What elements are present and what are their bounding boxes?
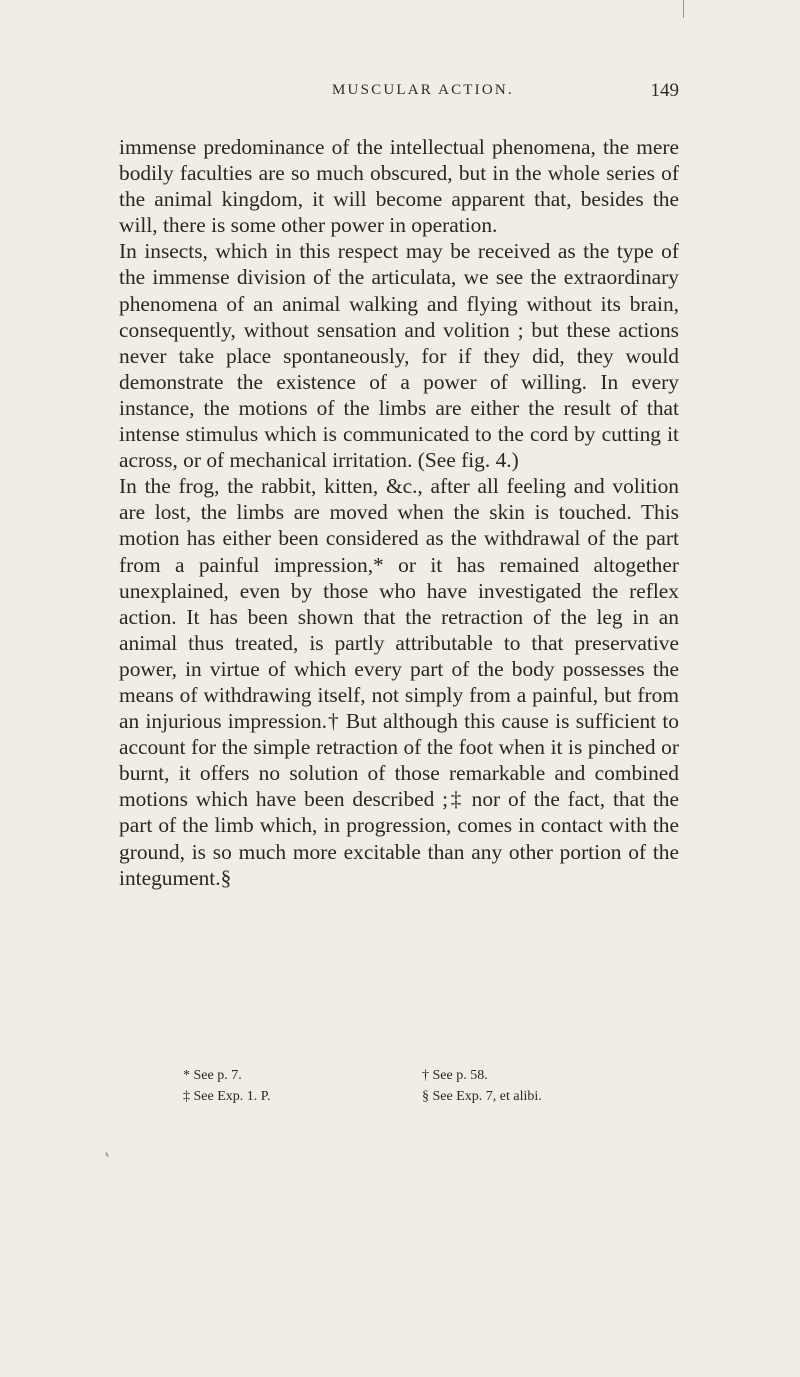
footnote-row	[183, 1086, 653, 1107]
footnote-double-dagger: ‡ See Exp. 1. P.	[183, 1089, 271, 1104]
paragraph-1: immense predominance of the intellectual phenomena, the mere bodily faculties are so much obscured, but in the whole series of the animal kingdom, it will become apparent that, besides the will, there is some other power in operation.	[119, 135, 679, 238]
footnote-asterisk: * See p. 7.	[183, 1068, 242, 1083]
scan-speck	[105, 1152, 109, 1157]
scan-mark	[683, 0, 684, 18]
footnotes	[183, 1065, 653, 1107]
paragraph-3: In the frog, the rabbit, kitten, &c., after all feeling and volition are lost, the limbs are moved when the skin is touched. This motion has either been considered as the withdrawal of the part from a painful impression,* or it has remained altogether unexplained, even by those who have investigated the reflex action. It has been shown that the retraction of the leg in an animal thus treated, is partly attributable to that preservative power, in virtue of which every part of the body possesses the means of withdrawing itself, not simply from a painful, but from an injurious impression.† But although this cause is sufficient to account for the simple retraction of the foot when it is pinched or burnt, it offers no solution of those remarkable and combined motions which have been described ;‡ nor of the fact, that the part of the limb which, in progression, comes in contact with the ground, is so much more excitable than any other portion of the integument.§	[119, 474, 679, 890]
page-number: 149	[650, 80, 679, 101]
page-header	[119, 80, 679, 110]
footnote-dagger: † See p. 58.	[422, 1068, 488, 1083]
paragraph-2: In insects, which in this respect may be received as the type of the immense division of the articulata, we see the extraordinary phenomena of an animal walking and flying without its brain, consequently, without sensation and volition ; but these actions never take place spontaneously, for if they did, they would demonstrate the existence of a power of willing. In every instance, the motions of the limbs are either the result of that intense stimulus which is communicated to the cord by cutting it across, or of mechanical irritation. (See fig. 4.)	[119, 239, 679, 473]
body-text	[119, 134, 679, 891]
footnote-section: § See Exp. 7, et alibi.	[422, 1089, 542, 1104]
running-head: MUSCULAR ACTION.	[332, 82, 514, 98]
footnote-row	[183, 1065, 653, 1086]
